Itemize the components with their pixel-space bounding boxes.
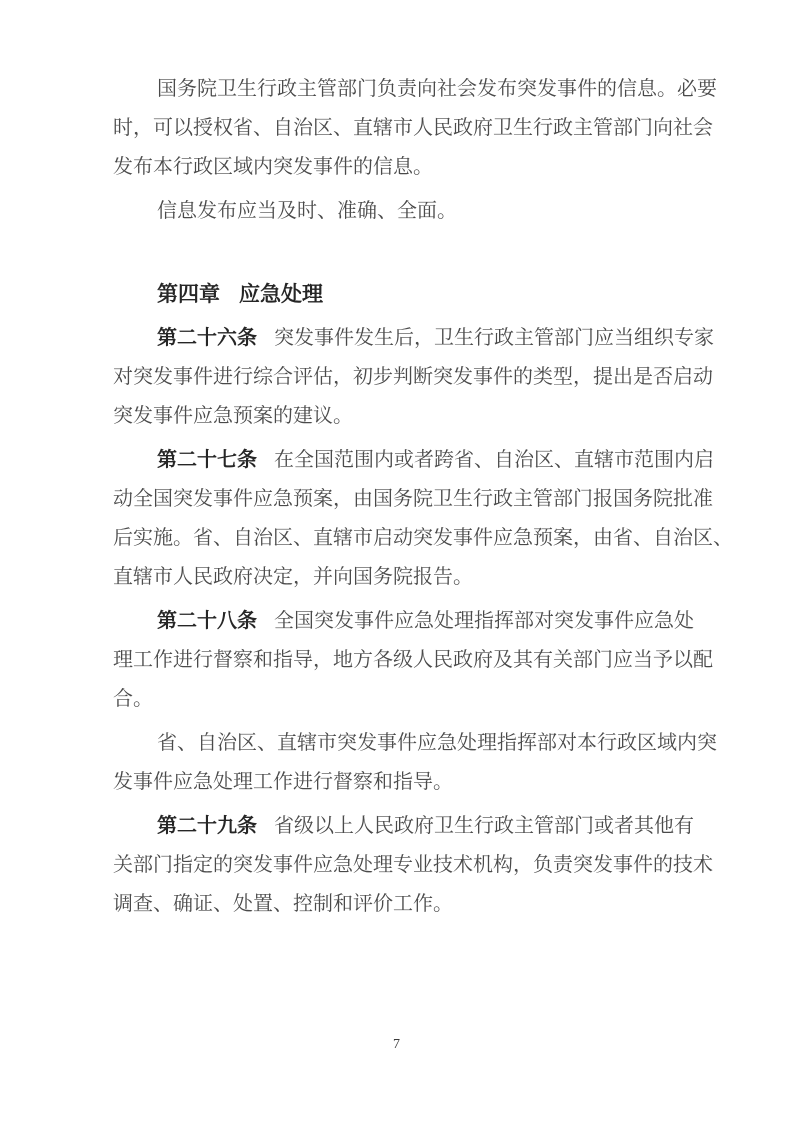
text-line: 动全国突发事件应急预案，由国务院卫生行政主管部门报国务院批准 (113, 488, 713, 510)
text-line: 理工作进行督察和指导，地方各级人民政府及其有关部门应当予以配 (113, 649, 713, 671)
paragraph (113, 70, 717, 187)
text-line: 后实施。省、自治区、直辖市启动突发事件应急预案，由省、自治区、 (113, 527, 733, 549)
chapter-heading (113, 275, 683, 314)
text-line: 信息发布应当及时、准确、全面。 (157, 200, 457, 222)
paragraph (113, 807, 713, 924)
text-line: 发事件应急处理工作进行督察和指导。 (113, 771, 453, 793)
text-line: 第二十七条 在全国范围内或者跨省、自治区、直辖市范围内启 (157, 449, 714, 471)
text-line: 省、自治区、直辖市突发事件应急处理指挥部对本行政区域内突 (157, 732, 717, 754)
text-line: 关部门指定的突发事件应急处理专业技术机构，负责突发事件的技术 (113, 854, 713, 876)
document-body (113, 70, 733, 924)
article-number: 第二十六条 (157, 327, 257, 349)
text-line: 合。 (113, 688, 153, 710)
chapter-number: 第四章 (157, 282, 220, 306)
article-number: 第二十七条 (157, 449, 257, 471)
chapter-title: 应急处理 (239, 282, 323, 306)
text-line: 第二十六条 突发事件发生后，卫生行政主管部门应当组织专家 (157, 327, 714, 349)
text-line: 第二十九条 省级以上人民政府卫生行政主管部门或者其他有 (157, 815, 694, 837)
paragraph (113, 319, 714, 436)
page-number: 7 (393, 1037, 400, 1052)
text-line: 国务院卫生行政主管部门负责向社会发布突发事件的信息。必要 (157, 78, 717, 100)
text-line: 调查、确证、处置、控制和评价工作。 (113, 893, 453, 915)
article-number: 第二十九条 (157, 815, 257, 837)
paragraph (113, 441, 733, 597)
text-line: 发布本行政区域内突发事件的信息。 (113, 156, 433, 178)
paragraph (113, 724, 717, 802)
article-number: 第二十八条 (157, 610, 257, 632)
text-line: 突发事件应急预案的建议。 (113, 405, 353, 427)
paragraph (113, 602, 713, 719)
text-line: 对突发事件进行综合评估，初步判断突发事件的类型，提出是否启动 (113, 366, 713, 388)
text-line: 直辖市人民政府决定，并向国务院报告。 (113, 566, 473, 588)
text-line: 时，可以授权省、自治区、直辖市人民政府卫生行政主管部门向社会 (113, 117, 713, 139)
text-line: 第二十八条 全国突发事件应急处理指挥部对突发事件应急处 (157, 610, 694, 632)
paragraph (113, 192, 683, 231)
